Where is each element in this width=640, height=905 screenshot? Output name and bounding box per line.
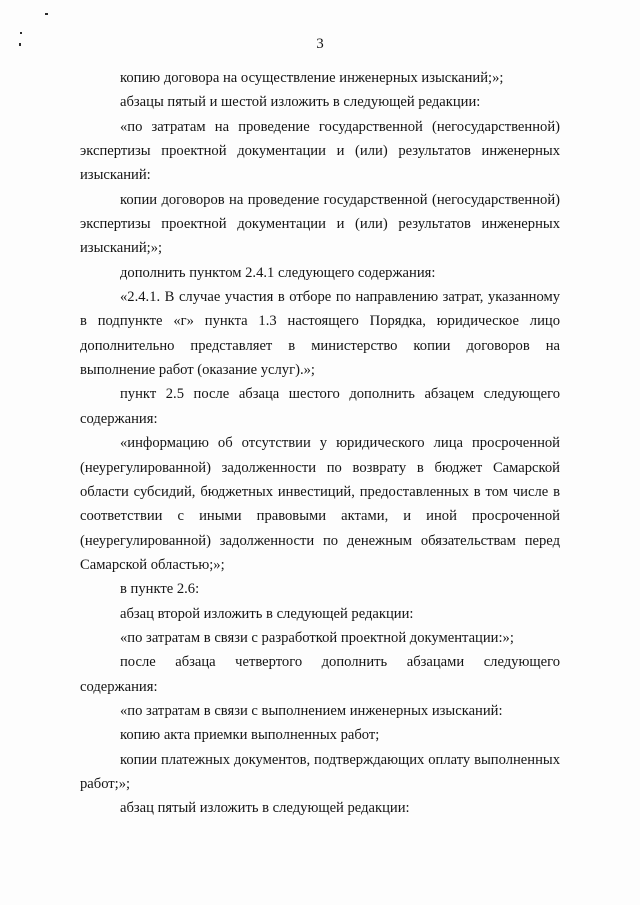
paragraph: копии договоров на проведение государственной (негосударственной) экспертизы проектной документации и (или) результатов инженерных изысканий;»;: [80, 191, 560, 257]
paragraph: копию договора на осуществление инженерных изысканий;»;: [120, 70, 504, 86]
paragraph: копию акта приемки выполненных работ;: [120, 727, 380, 744]
paragraph: абзацы пятый и шестой изложить в следующей редакции:: [120, 94, 481, 111]
scan-speck: [20, 32, 22, 34]
page-number: 3: [316, 36, 324, 52]
paragraph: «2.4.1. В случае участия в отборе по направлению затрат, указанному в подпункте «г» пункта 1.3 настоящего Порядка, юридическое лицо дополнительно представляет в министерство копии договоров на выполнение работ (оказание услуг).»;: [80, 289, 560, 379]
paragraph: копии платежных документов, подтверждающих оплату выполненных работ;»;: [80, 751, 560, 792]
paragraph: «по затратам в связи с разработкой проектной документации:»;: [120, 629, 514, 646]
paragraph: в пункте 2.6:: [120, 581, 200, 598]
paragraph: «по затратам в связи с выполнением инженерных изысканий:: [120, 702, 503, 719]
paragraph: пункт 2.5 после абзаца шестого дополнить абзацем следующего содержания:: [80, 386, 560, 427]
paragraph: «информацию об отсутствии у юридического лица просроченной (неурегулированной) задолженности по возврату в бюджет Самарской области субсидий, бюджетных инвестиций, предоставленных в том числе в соответствии с иными правовыми актами, и иной просроченной (неурегулированной) задолженности по денежным обязательствам перед Самарской областью;»;: [80, 435, 560, 573]
paragraph: абзац пятый изложить в следующей редакции:: [120, 800, 410, 817]
document-body: [80, 66, 560, 821]
paragraph: абзац второй изложить в следующей редакции:: [120, 605, 414, 622]
paragraph: дополнить пунктом 2.4.1 следующего содержания:: [120, 264, 436, 281]
paragraph: после абзаца четвертого дополнить абзацами следующего содержания:: [80, 654, 560, 695]
scan-speck: [45, 13, 48, 15]
paragraph: «по затратам на проведение государственной (негосударственной) экспертизы проектной документации и (или) результатов инженерных изысканий:: [80, 118, 560, 184]
